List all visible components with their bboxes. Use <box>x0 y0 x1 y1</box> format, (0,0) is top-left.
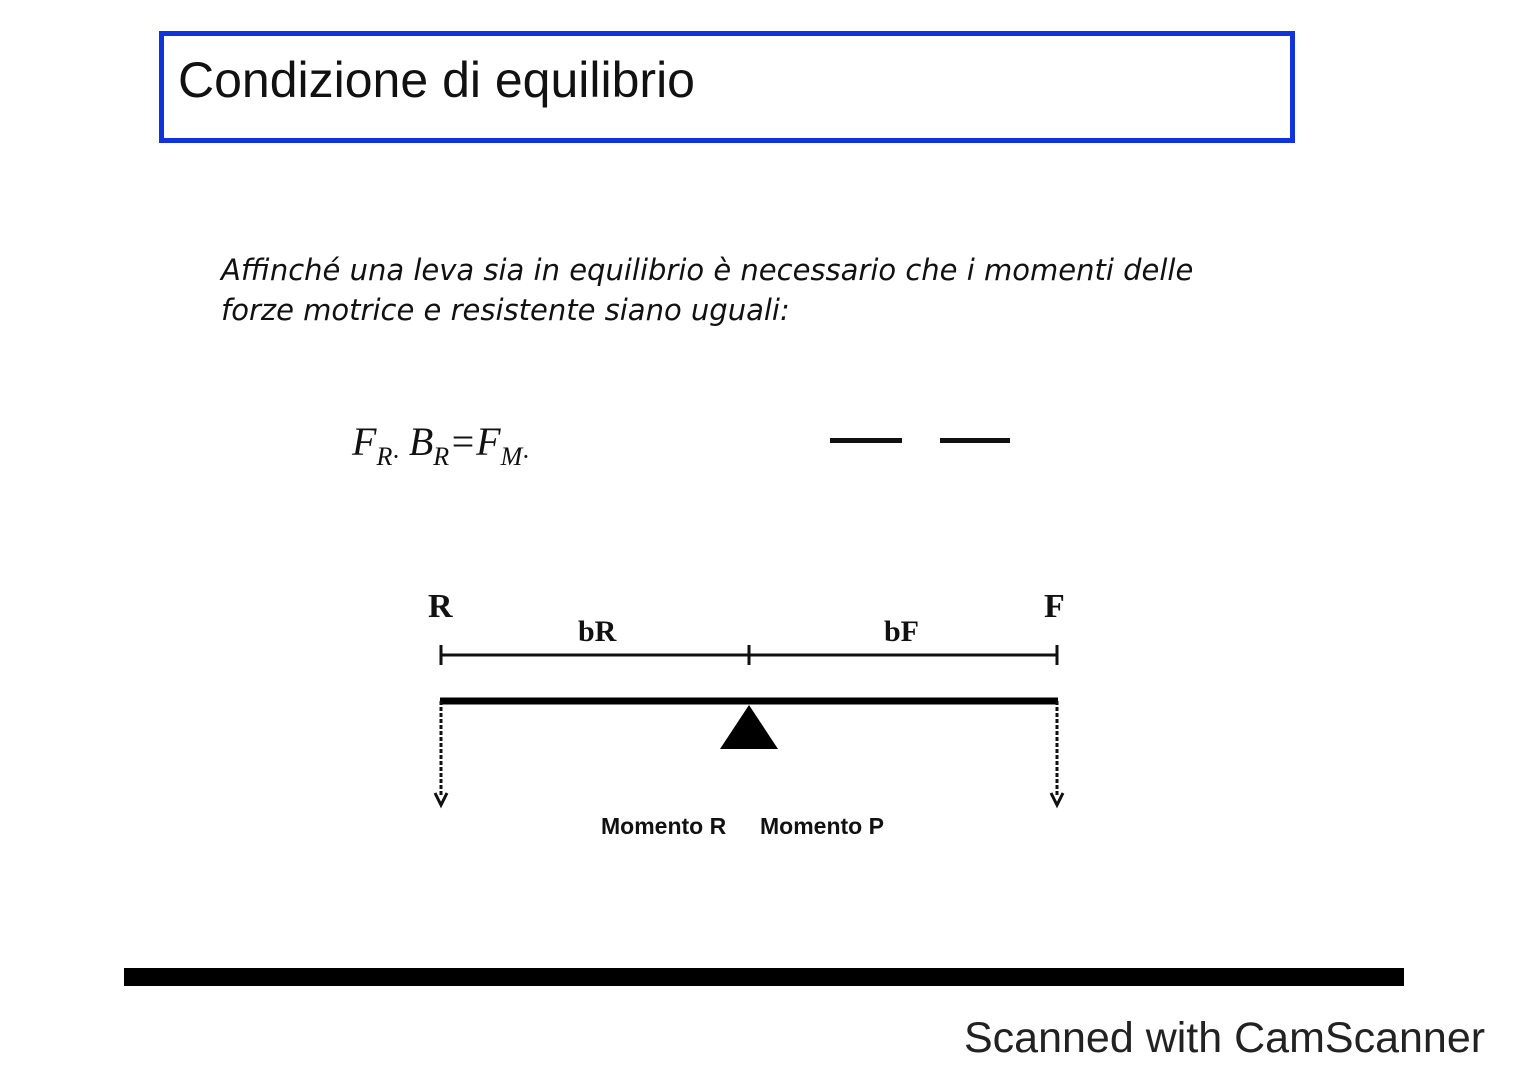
formula-equals: = <box>449 419 477 464</box>
equilibrium-paragraph <box>221 250 1301 330</box>
camscanner-watermark: Scanned with CamScanner <box>964 1014 1486 1062</box>
label-arm-resistance: bR <box>578 615 617 648</box>
formula-dot-2: · <box>522 442 529 471</box>
formula-placeholder-dash-1 <box>830 438 902 443</box>
slide-title: Condizione di equilibrio <box>178 52 695 108</box>
arrow-left-down <box>435 701 447 805</box>
label-moment-r: Momento R <box>601 813 727 839</box>
formula-dot-1: · <box>392 442 399 471</box>
formula-sub-m: M <box>500 442 523 471</box>
arrow-right-down <box>1051 701 1063 805</box>
formula-force-m: F <box>476 419 501 464</box>
label-arm-force: bF <box>884 615 920 648</box>
formula-sub-r2: R <box>433 442 450 471</box>
bottom-rule <box>124 968 1404 986</box>
equilibrium-formula <box>352 412 529 487</box>
label-moment-p: Momento P <box>760 813 884 839</box>
paragraph-line-1: Affinché una leva sia in equilibrio è necessario che i momenti delle <box>221 253 1194 287</box>
formula-arm-b: B <box>408 419 434 464</box>
formula-force-r: F <box>352 419 377 464</box>
arm-dimension-line <box>441 645 1057 665</box>
label-force: F <box>1044 588 1065 625</box>
paragraph-line-2: forze motrice e resistente siano uguali: <box>221 293 790 327</box>
label-resistance: R <box>428 588 453 625</box>
lever-diagram <box>400 575 1100 855</box>
fulcrum-triangle <box>720 705 778 749</box>
formula-placeholder-dash-2 <box>940 438 1010 443</box>
formula-sub-r: R <box>376 442 393 471</box>
